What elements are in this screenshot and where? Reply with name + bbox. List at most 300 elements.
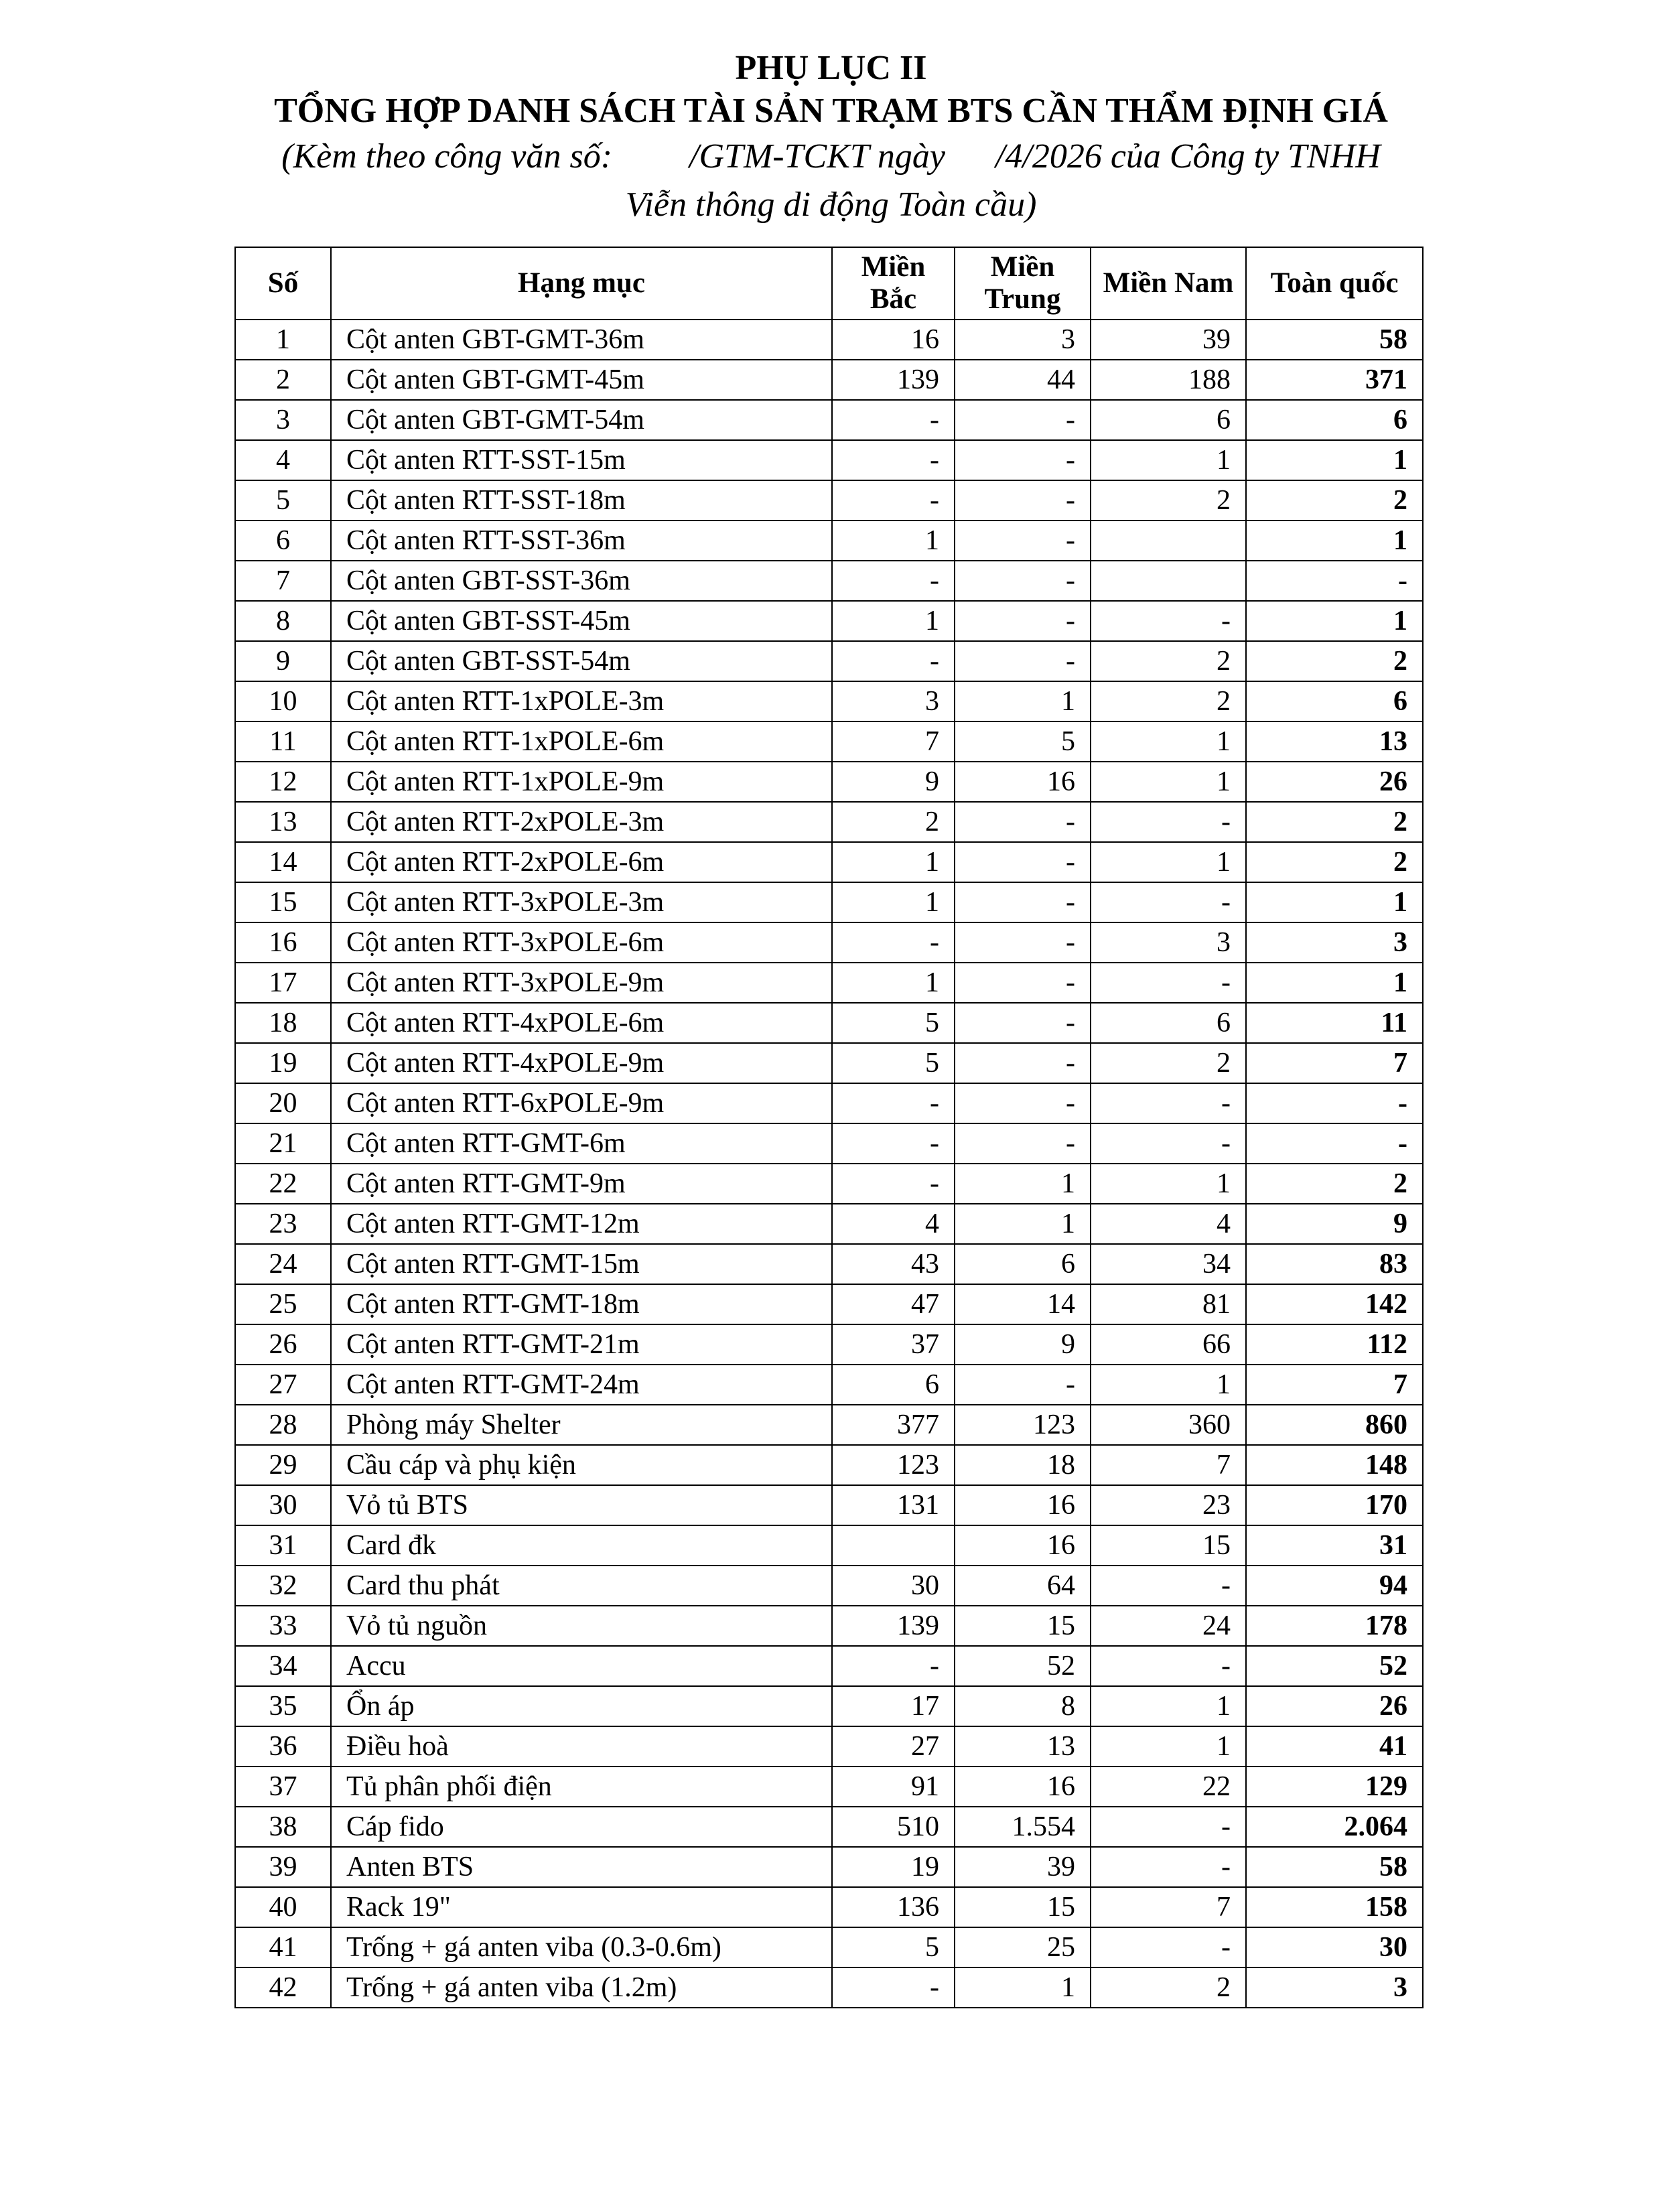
cell-no: 21	[235, 1123, 331, 1164]
cell-no: 42	[235, 1967, 331, 2008]
table-row	[235, 1967, 1423, 2008]
cell-north: 139	[832, 1606, 955, 1646]
cell-south: 2	[1091, 1043, 1246, 1083]
table-row	[235, 1324, 1423, 1365]
cell-item: Vỏ tủ BTS	[331, 1485, 832, 1525]
cell-total: 371	[1246, 360, 1423, 400]
cell-central: -	[955, 1123, 1091, 1164]
cell-north: 139	[832, 360, 955, 400]
cell-no: 26	[235, 1324, 331, 1365]
cell-total: 1	[1246, 882, 1423, 922]
cell-no: 31	[235, 1525, 331, 1566]
cell-item: Rack 19"	[331, 1887, 832, 1927]
table-row	[235, 1284, 1423, 1324]
cell-central: -	[955, 601, 1091, 641]
cell-total: 30	[1246, 1927, 1423, 1967]
cell-south: 1	[1091, 1686, 1246, 1726]
cell-south: -	[1091, 1847, 1246, 1887]
table-row	[235, 360, 1423, 400]
cell-north: 47	[832, 1284, 955, 1324]
cell-central: 3	[955, 320, 1091, 360]
cell-north: -	[832, 1083, 955, 1123]
col-header-central: Miền Trung	[955, 247, 1091, 320]
cell-south: -	[1091, 802, 1246, 842]
cell-north: -	[832, 561, 955, 601]
cell-south: -	[1091, 963, 1246, 1003]
cell-north: 9	[832, 762, 955, 802]
cell-north: 2	[832, 802, 955, 842]
table-row	[235, 882, 1423, 922]
cell-item: Tủ phân phối điện	[331, 1767, 832, 1807]
table-row	[235, 681, 1423, 721]
cell-item: Cột anten RTT-GMT-6m	[331, 1123, 832, 1164]
cell-south: 360	[1091, 1405, 1246, 1445]
cell-total: 129	[1246, 1767, 1423, 1807]
cell-north: 4	[832, 1204, 955, 1244]
cell-central: -	[955, 1365, 1091, 1405]
cell-total: 58	[1246, 1847, 1423, 1887]
table-row	[235, 480, 1423, 521]
cell-central: -	[955, 400, 1091, 440]
cell-item: Cột anten RTT-SST-36m	[331, 521, 832, 561]
cell-central: 16	[955, 1485, 1091, 1525]
table-row	[235, 1927, 1423, 1967]
col-header-north: Miền Bắc	[832, 247, 955, 320]
cell-south: -	[1091, 1083, 1246, 1123]
table-row	[235, 400, 1423, 440]
col-header-total: Toàn quốc	[1246, 247, 1423, 320]
cell-total: 1	[1246, 601, 1423, 641]
table-row	[235, 721, 1423, 762]
cell-total: -	[1246, 561, 1423, 601]
cell-north: 1	[832, 842, 955, 882]
cell-central: 14	[955, 1284, 1091, 1324]
cell-north: 5	[832, 1927, 955, 1967]
table-row	[235, 762, 1423, 802]
cell-south: -	[1091, 601, 1246, 641]
cell-south: 6	[1091, 400, 1246, 440]
table-row	[235, 1083, 1423, 1123]
table-row	[235, 1566, 1423, 1606]
table-row	[235, 1847, 1423, 1887]
cell-central: -	[955, 802, 1091, 842]
cell-item: Cột anten RTT-6xPOLE-9m	[331, 1083, 832, 1123]
table-row	[235, 1767, 1423, 1807]
table-row	[235, 1445, 1423, 1485]
cell-north: 7	[832, 721, 955, 762]
table-row	[235, 1365, 1423, 1405]
cell-north: 5	[832, 1043, 955, 1083]
cell-north: 136	[832, 1887, 955, 1927]
col-header-south: Miền Nam	[1091, 247, 1246, 320]
cell-total: 1	[1246, 440, 1423, 480]
cell-total: 2	[1246, 802, 1423, 842]
subtitle-line-2: Viễn thông di động Toàn cầu)	[625, 186, 1037, 224]
cell-central: 16	[955, 1767, 1091, 1807]
table-row	[235, 641, 1423, 681]
cell-central: 16	[955, 762, 1091, 802]
cell-item: Cột anten RTT-3xPOLE-6m	[331, 922, 832, 963]
table-row	[235, 922, 1423, 963]
document-header	[0, 47, 1662, 229]
cell-total: 860	[1246, 1405, 1423, 1445]
cell-no: 4	[235, 440, 331, 480]
table-row	[235, 1887, 1423, 1927]
cell-south: 81	[1091, 1284, 1246, 1324]
cell-central: 1	[955, 1164, 1091, 1204]
cell-north: 37	[832, 1324, 955, 1365]
cell-central: 25	[955, 1927, 1091, 1967]
cell-total: 6	[1246, 681, 1423, 721]
cell-total: 83	[1246, 1244, 1423, 1284]
cell-south: 34	[1091, 1244, 1246, 1284]
cell-south: 2	[1091, 641, 1246, 681]
cell-total: 142	[1246, 1284, 1423, 1324]
cell-item: Cột anten RTT-1xPOLE-3m	[331, 681, 832, 721]
cell-central: -	[955, 440, 1091, 480]
cell-total: 3	[1246, 922, 1423, 963]
cell-item: Cột anten RTT-4xPOLE-9m	[331, 1043, 832, 1083]
cell-south: 1	[1091, 1164, 1246, 1204]
cell-total: 58	[1246, 320, 1423, 360]
table-row	[235, 1646, 1423, 1686]
cell-total: 112	[1246, 1324, 1423, 1365]
cell-total: 26	[1246, 762, 1423, 802]
cell-no: 32	[235, 1566, 331, 1606]
appendix-title: PHỤ LỤC II	[735, 49, 927, 87]
table-row	[235, 1123, 1423, 1164]
cell-south: 1	[1091, 842, 1246, 882]
subtitle-part-b: /GTM-TCKT ngày	[689, 137, 945, 176]
cell-item: Cột anten GBT-SST-36m	[331, 561, 832, 601]
cell-south: 1	[1091, 440, 1246, 480]
cell-total: 41	[1246, 1726, 1423, 1767]
cell-south: -	[1091, 1807, 1246, 1847]
cell-central: 16	[955, 1525, 1091, 1566]
cell-no: 36	[235, 1726, 331, 1767]
cell-north: 30	[832, 1566, 955, 1606]
cell-no: 19	[235, 1043, 331, 1083]
cell-item: Cột anten RTT-SST-15m	[331, 440, 832, 480]
cell-north: 1	[832, 601, 955, 641]
cell-north: 377	[832, 1405, 955, 1445]
cell-total: 148	[1246, 1445, 1423, 1485]
cell-no: 24	[235, 1244, 331, 1284]
cell-item: Card thu phát	[331, 1566, 832, 1606]
cell-item: Phòng máy Shelter	[331, 1405, 832, 1445]
cell-no: 13	[235, 802, 331, 842]
cell-central: 9	[955, 1324, 1091, 1365]
cell-item: Cột anten RTT-GMT-18m	[331, 1284, 832, 1324]
cell-no: 40	[235, 1887, 331, 1927]
cell-no: 27	[235, 1365, 331, 1405]
cell-item: Cột anten RTT-3xPOLE-9m	[331, 963, 832, 1003]
cell-central: 1	[955, 1204, 1091, 1244]
table-row	[235, 440, 1423, 480]
cell-item: Cột anten RTT-3xPOLE-3m	[331, 882, 832, 922]
cell-no: 20	[235, 1083, 331, 1123]
table-row	[235, 320, 1423, 360]
cell-item: Cột anten GBT-GMT-36m	[331, 320, 832, 360]
cell-south: 2	[1091, 681, 1246, 721]
cell-total: 1	[1246, 521, 1423, 561]
subtitle-part-a: (Kèm theo công văn số:	[281, 137, 613, 176]
col-header-no: Số	[235, 247, 331, 320]
table-header-row	[235, 247, 1423, 320]
cell-north: -	[832, 400, 955, 440]
cell-south: -	[1091, 1566, 1246, 1606]
cell-north: 5	[832, 1003, 955, 1043]
cell-north: 43	[832, 1244, 955, 1284]
cell-south: 4	[1091, 1204, 1246, 1244]
cell-central: -	[955, 1083, 1091, 1123]
cell-south: -	[1091, 1927, 1246, 1967]
cell-item: Cột anten RTT-GMT-15m	[331, 1244, 832, 1284]
cell-total: 2	[1246, 480, 1423, 521]
cell-total: 2	[1246, 1164, 1423, 1204]
cell-central: 64	[955, 1566, 1091, 1606]
cell-item: Cột anten RTT-SST-18m	[331, 480, 832, 521]
cell-north: 1	[832, 882, 955, 922]
cell-south: 1	[1091, 1726, 1246, 1767]
cell-north: -	[832, 922, 955, 963]
cell-item: Trống + gá anten viba (1.2m)	[331, 1967, 832, 2008]
cell-central: -	[955, 842, 1091, 882]
cell-north: 1	[832, 963, 955, 1003]
cell-south: 3	[1091, 922, 1246, 963]
cell-south: 188	[1091, 360, 1246, 400]
table-row	[235, 1204, 1423, 1244]
cell-no: 6	[235, 521, 331, 561]
cell-south: 1	[1091, 1365, 1246, 1405]
subtitle-line-1	[0, 133, 1662, 181]
table-row	[235, 1405, 1423, 1445]
cell-north: 1	[832, 521, 955, 561]
cell-north	[832, 1525, 955, 1566]
cell-south: -	[1091, 882, 1246, 922]
cell-no: 14	[235, 842, 331, 882]
cell-north: -	[832, 641, 955, 681]
cell-south: 7	[1091, 1887, 1246, 1927]
asset-table	[234, 247, 1424, 2008]
cell-total: 7	[1246, 1043, 1423, 1083]
table-row	[235, 1686, 1423, 1726]
cell-south: -	[1091, 1646, 1246, 1686]
cell-central: -	[955, 1043, 1091, 1083]
cell-south: 1	[1091, 762, 1246, 802]
cell-central: 15	[955, 1606, 1091, 1646]
cell-central: -	[955, 641, 1091, 681]
cell-total: 11	[1246, 1003, 1423, 1043]
cell-no: 12	[235, 762, 331, 802]
cell-no: 3	[235, 400, 331, 440]
cell-central: 123	[955, 1405, 1091, 1445]
cell-north: -	[832, 1123, 955, 1164]
cell-no: 22	[235, 1164, 331, 1204]
cell-south	[1091, 521, 1246, 561]
cell-no: 38	[235, 1807, 331, 1847]
cell-north: -	[832, 1164, 955, 1204]
cell-item: Trống + gá anten viba (0.3-0.6m)	[331, 1927, 832, 1967]
cell-central: 52	[955, 1646, 1091, 1686]
cell-item: Vỏ tủ nguồn	[331, 1606, 832, 1646]
cell-south: 39	[1091, 320, 1246, 360]
table-row	[235, 1807, 1423, 1847]
cell-central: -	[955, 561, 1091, 601]
table-row	[235, 963, 1423, 1003]
cell-no: 34	[235, 1646, 331, 1686]
cell-no: 30	[235, 1485, 331, 1525]
cell-no: 15	[235, 882, 331, 922]
cell-no: 9	[235, 641, 331, 681]
cell-no: 18	[235, 1003, 331, 1043]
col-header-item: Hạng mục	[331, 247, 832, 320]
cell-item: Cột anten RTT-GMT-24m	[331, 1365, 832, 1405]
table-row	[235, 1003, 1423, 1043]
cell-north: 19	[832, 1847, 955, 1887]
cell-no: 39	[235, 1847, 331, 1887]
cell-south: 2	[1091, 1967, 1246, 2008]
cell-central: 44	[955, 360, 1091, 400]
cell-central: 8	[955, 1686, 1091, 1726]
table-body	[235, 320, 1423, 2008]
cell-item: Cột anten RTT-2xPOLE-3m	[331, 802, 832, 842]
cell-north: -	[832, 1646, 955, 1686]
cell-no: 25	[235, 1284, 331, 1324]
cell-south: -	[1091, 1123, 1246, 1164]
cell-total: 9	[1246, 1204, 1423, 1244]
cell-south: 2	[1091, 480, 1246, 521]
cell-no: 5	[235, 480, 331, 521]
cell-central: 39	[955, 1847, 1091, 1887]
cell-total: 13	[1246, 721, 1423, 762]
table-row	[235, 1485, 1423, 1525]
cell-no: 7	[235, 561, 331, 601]
cell-central: 1	[955, 681, 1091, 721]
cell-north: -	[832, 440, 955, 480]
cell-total: 170	[1246, 1485, 1423, 1525]
cell-total: 94	[1246, 1566, 1423, 1606]
table-row	[235, 842, 1423, 882]
cell-total: 2.064	[1246, 1807, 1423, 1847]
cell-south: 24	[1091, 1606, 1246, 1646]
cell-total: 2	[1246, 842, 1423, 882]
cell-south: 7	[1091, 1445, 1246, 1485]
cell-central: 6	[955, 1244, 1091, 1284]
table-row	[235, 1043, 1423, 1083]
cell-total: 6	[1246, 400, 1423, 440]
cell-north: -	[832, 1967, 955, 2008]
cell-item: Cột anten RTT-1xPOLE-9m	[331, 762, 832, 802]
cell-item: Cột anten RTT-GMT-21m	[331, 1324, 832, 1365]
cell-south	[1091, 561, 1246, 601]
cell-no: 28	[235, 1405, 331, 1445]
cell-no: 29	[235, 1445, 331, 1485]
cell-south: 23	[1091, 1485, 1246, 1525]
cell-south: 66	[1091, 1324, 1246, 1365]
cell-total: 31	[1246, 1525, 1423, 1566]
cell-north: 510	[832, 1807, 955, 1847]
cell-item: Cầu cáp và phụ kiện	[331, 1445, 832, 1485]
cell-no: 17	[235, 963, 331, 1003]
cell-north: 27	[832, 1726, 955, 1767]
table-row	[235, 1726, 1423, 1767]
cell-central: -	[955, 882, 1091, 922]
cell-total: -	[1246, 1123, 1423, 1164]
cell-total: 158	[1246, 1887, 1423, 1927]
cell-total: 1	[1246, 963, 1423, 1003]
cell-total: 178	[1246, 1606, 1423, 1646]
cell-no: 41	[235, 1927, 331, 1967]
cell-total: 52	[1246, 1646, 1423, 1686]
cell-item: Cột anten RTT-1xPOLE-6m	[331, 721, 832, 762]
cell-item: Card đk	[331, 1525, 832, 1566]
cell-total: 7	[1246, 1365, 1423, 1405]
table-row	[235, 1244, 1423, 1284]
cell-total: 26	[1246, 1686, 1423, 1726]
cell-no: 37	[235, 1767, 331, 1807]
cell-north: 16	[832, 320, 955, 360]
cell-item: Cột anten RTT-GMT-9m	[331, 1164, 832, 1204]
cell-total: 3	[1246, 1967, 1423, 2008]
cell-north: 6	[832, 1365, 955, 1405]
table-row	[235, 561, 1423, 601]
cell-south: 6	[1091, 1003, 1246, 1043]
cell-central: 15	[955, 1887, 1091, 1927]
cell-south: 15	[1091, 1525, 1246, 1566]
cell-item: Cột anten GBT-GMT-54m	[331, 400, 832, 440]
table-row	[235, 521, 1423, 561]
cell-central: 5	[955, 721, 1091, 762]
cell-central: 1	[955, 1967, 1091, 2008]
cell-item: Cột anten RTT-GMT-12m	[331, 1204, 832, 1244]
cell-central: -	[955, 963, 1091, 1003]
cell-total: -	[1246, 1083, 1423, 1123]
cell-no: 1	[235, 320, 331, 360]
cell-north: -	[832, 480, 955, 521]
cell-item: Cột anten RTT-4xPOLE-6m	[331, 1003, 832, 1043]
cell-south: 22	[1091, 1767, 1246, 1807]
cell-item: Anten BTS	[331, 1847, 832, 1887]
cell-north: 17	[832, 1686, 955, 1726]
cell-no: 10	[235, 681, 331, 721]
cell-no: 23	[235, 1204, 331, 1244]
cell-central: 18	[955, 1445, 1091, 1485]
cell-no: 16	[235, 922, 331, 963]
table-row	[235, 601, 1423, 641]
cell-item: Điều hoà	[331, 1726, 832, 1767]
cell-item: Cột anten GBT-GMT-45m	[331, 360, 832, 400]
cell-no: 11	[235, 721, 331, 762]
cell-central: 1.554	[955, 1807, 1091, 1847]
table-row	[235, 802, 1423, 842]
cell-no: 8	[235, 601, 331, 641]
cell-no: 2	[235, 360, 331, 400]
cell-item: Cột anten GBT-SST-45m	[331, 601, 832, 641]
cell-total: 2	[1246, 641, 1423, 681]
cell-north: 123	[832, 1445, 955, 1485]
cell-central: -	[955, 521, 1091, 561]
cell-north: 91	[832, 1767, 955, 1807]
cell-north: 131	[832, 1485, 955, 1525]
table-row	[235, 1606, 1423, 1646]
cell-no: 33	[235, 1606, 331, 1646]
cell-central: -	[955, 922, 1091, 963]
cell-north: 3	[832, 681, 955, 721]
cell-item: Cáp fido	[331, 1807, 832, 1847]
cell-central: 13	[955, 1726, 1091, 1767]
cell-central: -	[955, 480, 1091, 521]
